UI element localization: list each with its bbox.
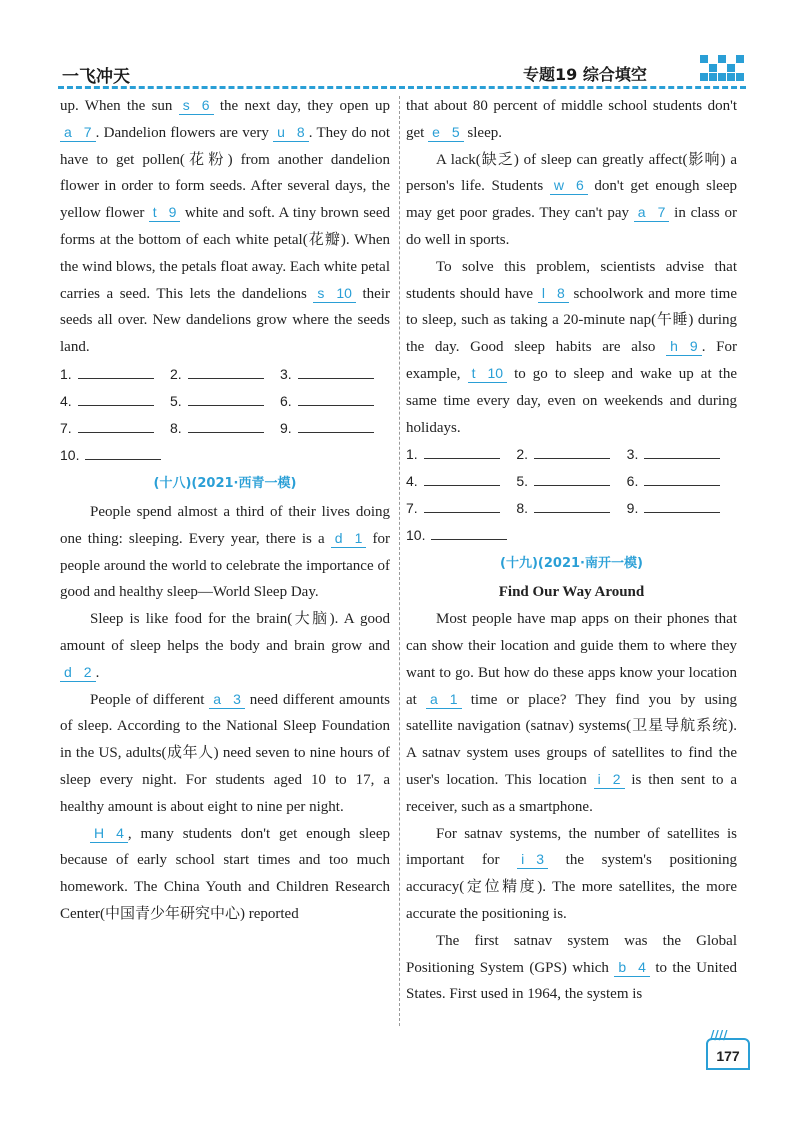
answer-line[interactable] (188, 405, 264, 406)
answer-blank: e 5 (428, 123, 464, 142)
paragraph: up. When the sun s 6 the next day, they open up a 7 . Dandelion flowers are very u 8 . They do not have to get pollen(花粉) from another dandelion flower in order to form seeds. After several days, the yellow flower t 9 white and soft. A tiny brown seed forms at the bottom of each white petal(花瓣). When the wind blows, the petals float away. Each white petal carries a seed. This lets the dandelions s 10 their seeds all over. New dandelions grow where the seeds land. (60, 97, 390, 356)
paragraph: To solve this problem, scientists advise that students should have l 8 schoolwork and more time to sleep, such as taking a 20-minute nap(午睡) during the day. Good sleep habits are also h 9 . For example, t 10 to go to sleep and wake up at the same time every day, even on weekends and during holidays. (406, 258, 737, 436)
answer-line[interactable] (298, 405, 374, 406)
answer-line[interactable] (424, 458, 500, 459)
answer-blank: d 1 (331, 529, 367, 548)
answer-row: 1. 2. 3. (406, 441, 737, 468)
answer-blank: w 6 (550, 176, 588, 195)
answer-line[interactable] (424, 485, 500, 486)
paragraph: Most people have map apps on their phones that can show their location and guide them to where they want to go. But how do these apps know your location at a 1 time or place? They find you by using satellite navigation (satnav) systems(卫星导航系统). A satnav system uses groups of satellites to find the user's location. This location i 2 is then sent to a receiver, such as a smartphone. (406, 611, 737, 815)
answer-blank: h 9 (666, 337, 702, 356)
answer-line[interactable] (644, 485, 720, 486)
answer-blank: l 8 (538, 284, 569, 303)
passage-title: Find Our Way Around (498, 584, 645, 601)
topic-title: 专题19 综合填空 (523, 65, 647, 84)
answer-row: 1. 2. 3. (60, 361, 390, 388)
header-divider (58, 86, 746, 89)
answer-line[interactable] (298, 432, 374, 433)
answer-line[interactable] (534, 485, 610, 486)
section-heading: (十九)(2021·南开一模) (500, 556, 643, 572)
paragraph: For satnav systems, the number of satellites is important for i 3 the system's positioning accuracy(定位精度). The more satellites, the more accurate the positioning is. (406, 825, 737, 922)
paragraph: H 4 , many students don't get enough sleep because of early school start times and too much homework. The China Youth and Children Research Center(中国青少年研究中心) reported (60, 824, 390, 922)
paragraph: that about 80 percent of middle school students don't get e 5 sleep. (406, 98, 737, 141)
answer-blank: t 10 (468, 364, 507, 383)
answer-line[interactable] (534, 512, 610, 513)
page-number: 177 (706, 1038, 750, 1070)
answer-line[interactable] (424, 512, 500, 513)
answer-blank: b 4 (614, 958, 650, 977)
paragraph: A lack(缺乏) of sleep can greatly affect(影响) a person's life. Students w 6 don't get enough sleep may get poor grades. They can't pay a 7 in class or do well in sports. (406, 151, 738, 248)
paragraph: The first satnav system was the Global Positioning System (GPS) which b 4 to the United States. First used in 1964, the system is (406, 932, 737, 1003)
answer-blank: s 10 (313, 284, 356, 303)
answer-line[interactable] (78, 432, 154, 433)
answer-line[interactable] (644, 458, 720, 459)
checker-decoration (700, 55, 744, 81)
answer-line[interactable] (431, 539, 507, 540)
answer-blank: i 2 (594, 770, 625, 789)
answer-line[interactable] (78, 378, 154, 379)
column-divider (399, 96, 400, 1026)
answer-blank: t 9 (149, 203, 181, 222)
section-heading: (十八)(2021·西青一模) (153, 475, 297, 491)
answer-row: 4. 5. 6. (60, 388, 390, 415)
answer-line[interactable] (78, 405, 154, 406)
answer-blank: H 4 (90, 824, 128, 843)
answer-blank: a 7 (634, 203, 670, 222)
page-number-decoration: //// (710, 1028, 728, 1042)
book-logo: 一飞冲天 (62, 67, 130, 87)
right-column (406, 93, 737, 1008)
answer-line[interactable] (644, 512, 720, 513)
answer-blank: i 3 (517, 850, 548, 869)
answer-blank: a 1 (426, 690, 462, 709)
answer-row: 10. (406, 522, 737, 549)
answer-line[interactable] (188, 432, 264, 433)
answer-blank: a 3 (209, 690, 245, 709)
answer-blank: a 7 (60, 123, 96, 142)
answer-blank: d 2 (60, 663, 96, 682)
answer-line[interactable] (85, 459, 161, 460)
answer-row: 7. 8. 9. (60, 415, 390, 442)
answer-row: 10. (60, 442, 390, 469)
answer-line[interactable] (534, 458, 610, 459)
answer-line[interactable] (298, 378, 374, 379)
left-column (60, 93, 390, 928)
answer-row: 7. 8. 9. (406, 495, 737, 522)
answer-row: 4. 5. 6. (406, 468, 737, 495)
paragraph: People of different a 3 need different amounts of sleep. According to the National Sleep Foundation in the US, adults(成年人) need seven to nine hours of sleep every night. For students aged 10 to 17, a healthy amount is about eight to nine per night. (60, 690, 391, 815)
answer-line[interactable] (188, 378, 264, 379)
paragraph: Sleep is like food for the brain(大脑). A good amount of sleep helps the body and brain grow and d 2 . (60, 611, 390, 681)
answer-blank: u 8 (273, 123, 309, 142)
paragraph: People spend almost a third of their lives doing one thing: sleeping. Every year, there is a d 1 for people around the world to celebrate the importance of good and healthy sleep—World Sleep Day. (60, 503, 390, 601)
answer-blank: s 6 (179, 96, 214, 115)
